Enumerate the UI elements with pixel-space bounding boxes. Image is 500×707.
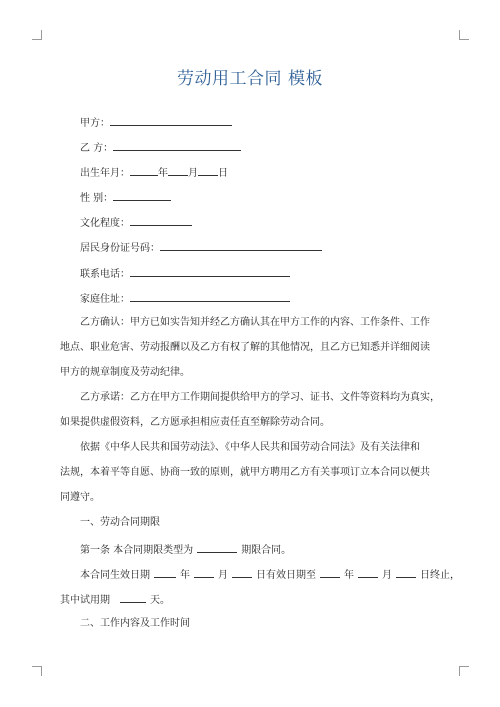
end-month-blank [358,567,378,578]
crop-mark-bottom-right [459,666,469,676]
birth-year-label: 年 [158,168,168,179]
contract-type-blank [197,542,237,553]
article-1-suffix: 期限合同。 [241,545,292,556]
party-a-blank [110,115,232,126]
start-year-blank [154,567,176,578]
article-1-prefix: 第一条 本合同期限类型为 [80,545,194,556]
phone-blank [130,266,290,277]
party-b-label: 乙 方： [80,143,114,154]
probation-days-blank [120,592,146,603]
address-field [80,291,290,307]
gender-field [80,190,171,206]
confirm-paragraph-line-2: 地点、职业危害、劳动报酬以及乙方有权了解的其他情况，且乙方已知悉并详细阅读 [60,342,430,353]
effective-date-line [80,567,460,583]
basis-paragraph-line-3: 同遵守。 [60,492,100,503]
birth-year-blank [130,165,158,176]
promise-paragraph-line-1: 乙方承诺：乙方在甲方工作期间提供给甲方的学习、证书、文件等资料均为真实， [80,392,440,403]
promise-paragraph-line-2: 如果提供虚假资料，乙方愿承担相应责任直至解除劳动合同。 [60,417,330,428]
education-field [80,215,192,231]
birth-month-label: 月 [188,168,198,179]
end-day-blank [396,567,416,578]
party-a-label: 甲方： [80,118,110,129]
probation-line [60,592,170,608]
party-a-field [80,115,232,131]
probation-prefix: 其中试用期 [60,595,110,606]
id-number-blank [160,240,322,251]
document-title: 劳动用工合同 模板 [177,69,323,89]
phone-label: 联系电话： [80,269,130,280]
end-day-label: 日终止， [420,570,460,581]
party-b-field [80,140,241,156]
confirm-paragraph-line-3: 甲方的规章制度及劳动纪律。 [60,367,190,378]
address-label: 家庭住址： [80,294,130,305]
start-month-blank [194,567,214,578]
birth-month-blank [168,165,188,176]
birth-day-label: 日 [218,168,228,179]
article-1-line [80,542,291,558]
start-day-blank [232,567,252,578]
party-b-blank [113,140,241,151]
effective-date-prefix: 本合同生效日期 [80,570,150,581]
basis-paragraph-line-1: 依据《中华人民共和国劳动法》、《中华人民共和国劳动合同法》及有关法律和 [80,442,420,453]
birth-day-blank [198,165,218,176]
id-number-field [80,240,322,256]
effective-until-label: 日有效日期至 [256,570,316,581]
birth-date-label: 出生年月： [80,168,130,179]
start-year-label: 年 [180,570,190,581]
crop-mark-top-left [32,30,42,40]
education-blank [130,215,192,226]
end-month-label: 月 [382,570,392,581]
confirm-paragraph-line-1: 乙方确认：甲方已如实告知并经乙方确认其在甲方工作的内容、工作条件、工作 [80,317,430,328]
address-blank [130,291,290,302]
birth-date-field [80,165,228,181]
id-number-label: 居民身份证号码： [80,243,160,254]
crop-mark-top-right [459,30,469,40]
phone-field [80,266,290,282]
crop-mark-bottom-left [32,666,42,676]
education-label: 文化程度： [80,218,130,229]
section-1-heading: 一、劳动合同期限 [80,517,160,528]
end-year-label: 年 [344,570,354,581]
probation-suffix: 天。 [150,595,170,606]
gender-label: 性 别： [80,193,114,204]
section-2-heading: 二、工作内容及工作时间 [80,618,190,629]
end-year-blank [320,567,340,578]
gender-blank [113,190,171,201]
start-month-label: 月 [218,570,228,581]
basis-paragraph-line-2: 法规，本着平等自愿、协商一致的原则，就甲方聘用乙方有关事项订立本合同以便共 [60,467,430,478]
